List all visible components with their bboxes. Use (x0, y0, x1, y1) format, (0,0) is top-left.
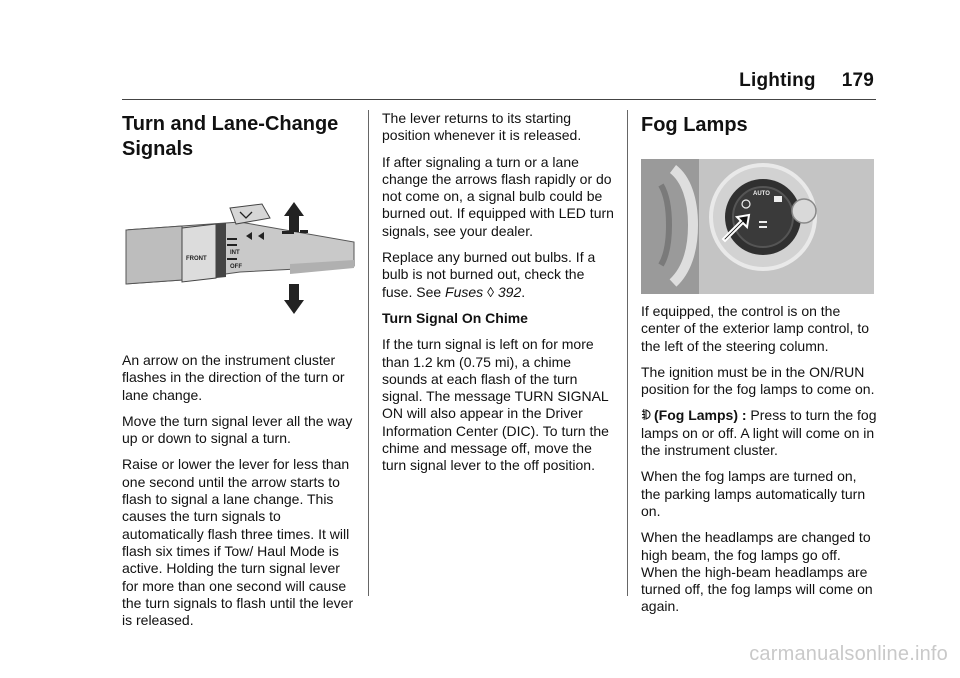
section-title: Lighting (739, 70, 816, 91)
paragraph-text: Replace any burned out bulbs. If a bulb is not burned out, check the fuse. See (382, 249, 596, 300)
paragraph-end: . (521, 283, 526, 300)
watermark: carmanualsonline.info (749, 643, 948, 665)
paragraph: Raise or lower the lever for less than one second until the arrow starts to flash to signal a lane change. This causes the turn signals to automatically flash three times. It will flash six times if Tow/ Haul Mode is active. Holding the turn signal lever for more than one second will cause the turn signals to flash until the lever is released. (122, 456, 354, 629)
front-label: FRONT (186, 256, 207, 262)
page-ref-icon: ◊ (487, 283, 494, 300)
header-rule (122, 99, 876, 100)
page-header (739, 70, 874, 92)
down-arrow-icon (284, 284, 304, 314)
fog-lamp-control-figure (641, 159, 874, 294)
column-divider-1 (368, 110, 369, 596)
column-divider-2 (627, 110, 628, 596)
paragraph: The ignition must be in the ON/RUN position for the fog lamps to come on. (641, 363, 875, 398)
middle-column (382, 110, 618, 484)
fuses-link[interactable]: Fuses (445, 283, 484, 300)
int-label: INT (230, 250, 240, 256)
fog-lamps-heading: Fog Lamps (641, 114, 748, 136)
paragraph: If the turn signal is left on for more than 1.2 km (0.75 mi), a chime sounds at each flash of the turn signal. The message TURN SIGNAL ON will also appear in the Driver Information Center (DIC). To turn the chime and message off, move the turn signal lever to the off position. (382, 336, 609, 474)
paragraph: When the headlamps are changed to high beam, the fog lamps go off. When the high-beam headlamps are turned off, the fog lamps will come on again. (641, 529, 873, 615)
right-column (641, 110, 877, 625)
paragraph: The lever returns to its starting position whenever it is released. (382, 110, 582, 144)
auto-label: AUTO (753, 191, 770, 197)
turn-signal-chime-subheading: Turn Signal On Chime (382, 309, 528, 326)
turn-signal-lever-figure (122, 202, 358, 329)
off-label: OFF (230, 264, 242, 270)
fog-lamps-label: (Fog Lamps) : (654, 407, 747, 424)
paragraph: When the fog lamps are turned on, the parking lamps automatically turn on. (641, 468, 866, 519)
paragraph: An arrow on the instrument cluster flashes in the direction of the turn or lane change. (122, 352, 345, 403)
paragraph: If after signaling a turn or a lane change the arrows flash rapidly or do not come on, a signal bulb could be burned out. If equipped with LED turn signals, see your dealer. (382, 153, 614, 239)
page-number: 179 (841, 70, 874, 91)
paragraph: Move the turn signal lever all the way up or down to signal a turn. (122, 412, 353, 447)
fog-lamp-control-photo (641, 159, 874, 294)
paragraph: If equipped, the control is on the center of the exterior lamp control, to the left of the steering column. (641, 303, 869, 354)
fuses-page-ref[interactable]: 392 (497, 283, 522, 300)
up-arrow-icon (284, 202, 304, 232)
turn-signal-lever-illustration (122, 202, 358, 329)
left-column (122, 110, 358, 638)
turn-signals-heading: Turn and Lane-Change Signals (122, 113, 339, 160)
paragraph-text: Press to turn the fog lamps on or off. A light will come on in the instrument cluster. (641, 407, 877, 459)
paragraph (641, 407, 877, 459)
paragraph (382, 249, 618, 301)
fog-lamp-icon (641, 408, 651, 421)
